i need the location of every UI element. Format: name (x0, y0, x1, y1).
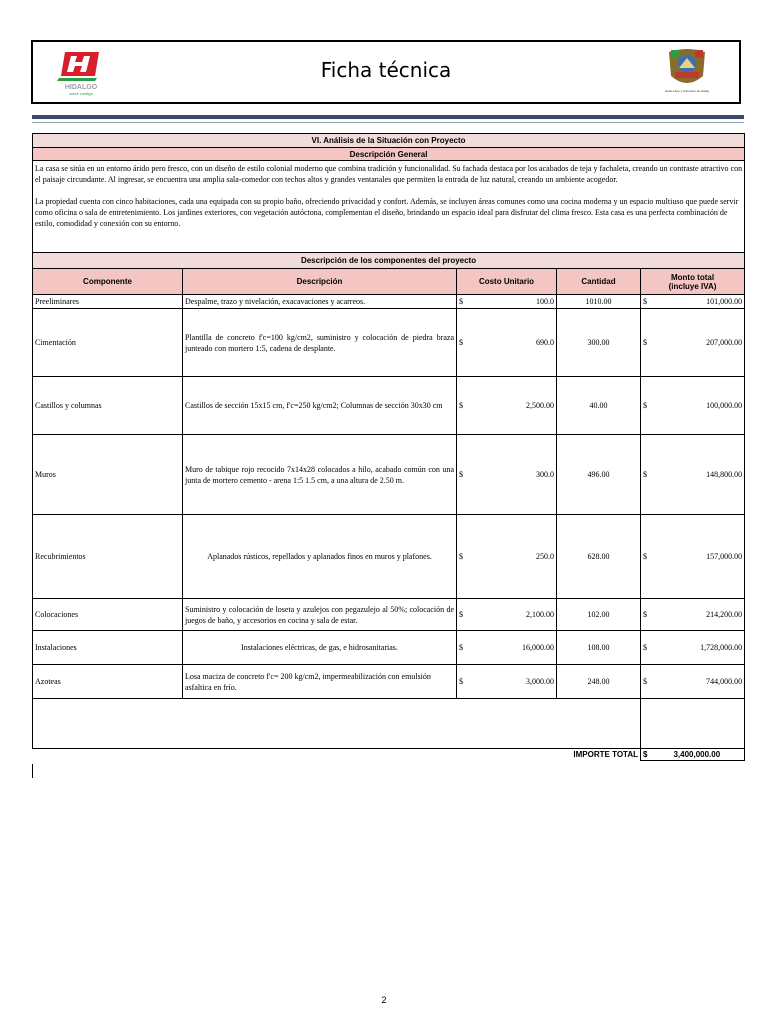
table-row (33, 309, 745, 377)
row-descripcion: Aplanados rústicos, repellados y aplanados finos en muros y plafones. (183, 515, 457, 599)
row-cantidad: 108.00 (557, 631, 641, 665)
general-description (33, 161, 745, 253)
row-costo: $ 3,000.00 (457, 665, 557, 699)
row-costo: $ 300.0 (457, 435, 557, 515)
page-number: 2 (381, 995, 387, 1005)
row-costo: $ 690.0 (457, 309, 557, 377)
header-monto-total: Monto total (incluye IVA) (641, 269, 745, 295)
empty-cell (641, 699, 745, 749)
row-costo: $ 100.0 (457, 295, 557, 309)
svg-text:Estado Libre y Soberano de Hid: Estado Libre y Soberano de Hidalgo (665, 89, 709, 93)
table-row (33, 435, 745, 515)
header-descripcion: Descripción (183, 269, 457, 295)
page-title: Ficha técnica (320, 58, 452, 82)
header-cantidad: Cantidad (557, 269, 641, 295)
row-costo: $ 2,100.00 (457, 599, 557, 631)
svg-text:HIDALGO: HIDALGO (64, 84, 98, 91)
row-componente: Cimentación (33, 309, 183, 377)
header-costo-unitario: Costo Unitario (457, 269, 557, 295)
empty-row (33, 699, 745, 749)
row-monto: $ 744,000.00 (641, 665, 745, 699)
table-row (33, 515, 745, 599)
row-cantidad: 628.00 (557, 515, 641, 599)
row-cantidad: 40.00 (557, 377, 641, 435)
description-paragraph-1: La casa se sitúa en un entorno árido pero fresco, con un diseño de estilo colonial moderno que combina tradición y funcionalidad. Su fachada destaca por los acabados de teja y fachaleta, creando un contraste atractivo con el paisaje circundante. Al ingresar, se encuentra una amplia sala-comedor con techos altos y grandes ventanales que permiten la entrada de luz natural, creando un ambiente acogedor. (35, 164, 743, 184)
row-costo: $ 2,500.00 (457, 377, 557, 435)
header-rule-thin (32, 122, 744, 123)
general-description-heading: Descripción General (33, 148, 745, 161)
row-monto: $ 100,000.00 (641, 377, 745, 435)
row-descripcion: Instalaciones eléctricas, de gas, e hidrosanitarias. (183, 631, 457, 665)
row-descripcion: Castillos de sección 15x15 cm, f'c=250 kg/cm2; Columnas de sección 30x30 cm (183, 377, 457, 435)
row-monto: $ 207,000.00 (641, 309, 745, 377)
description-paragraph-2: La propiedad cuenta con cinco habitaciones, cada una equipada con su propio baño, ofreciendo privacidad y confort. Además, se incluyen áreas comunes como una cocina moderna y un espacio multiuso que puede servir como oficina o sala de entretenimiento. Los jardines exteriores, con vegetación autóctona, complementan el diseño, brindando un espacio ideal para disfrutar del clima fresco. Esta casa es una perfecta combinación de estilo, comodidad y conexión con su entorno. (35, 197, 739, 228)
row-componente: Muros (33, 435, 183, 515)
svg-text:crece contigo: crece contigo (69, 91, 93, 96)
row-costo: $ 16,000.00 (457, 631, 557, 665)
table-row (33, 599, 745, 631)
row-componente: Azoteas (33, 665, 183, 699)
row-monto: $ 101,000.00 (641, 295, 745, 309)
row-cantidad: 248.00 (557, 665, 641, 699)
empty-cell (33, 699, 641, 749)
total-label: IMPORTE TOTAL (33, 749, 641, 761)
row-componente: Instalaciones (33, 631, 183, 665)
row-componente: Preeliminares (33, 295, 183, 309)
document-header (31, 40, 741, 104)
row-componente: Castillos y columnas (33, 377, 183, 435)
row-monto: $ 157,000.00 (641, 515, 745, 599)
total-row (33, 749, 745, 761)
total-value: $ 3,400,000.00 (641, 749, 745, 761)
row-monto: $ 1,728,000.00 (641, 631, 745, 665)
row-componente: Colocaciones (33, 599, 183, 631)
table-row (33, 377, 745, 435)
row-cantidad: 102.00 (557, 599, 641, 631)
section-title: VI. Análisis de la Situación con Proyecto (33, 134, 745, 148)
header-componente: Componente (33, 269, 183, 295)
row-descripcion: Muro de tabique rojo recocido 7x14x28 colocados a hilo, acabado común con una junta de mortero cemento - arena 1:5 1.5 cm, a una altura de 2.50 m. (183, 435, 457, 515)
row-costo: $ 250.0 (457, 515, 557, 599)
row-descripcion: Losa maciza de concreto f'c= 200 kg/cm2, impermeabilización con emulsión asfaltica en frío. (183, 665, 457, 699)
row-cantidad: 300.00 (557, 309, 641, 377)
state-seal (665, 46, 709, 100)
row-monto: $ 148,800.00 (641, 435, 745, 515)
row-descripcion: Despalme, trazo y nivelación, exacavaciones y acarreos. (183, 295, 457, 309)
header-rule (32, 115, 744, 119)
table-row (33, 295, 745, 309)
row-descripcion: Plantilla de concreto f'c=100 kg/cm2, suministro y colocación de piedra braza junteado con mortero 1:5, cadena de desplante. (183, 309, 457, 377)
table-edge-line (32, 764, 33, 778)
row-componente: Recubrimientos (33, 515, 183, 599)
row-descripcion: Suministro y colocación de loseta y azulejos con pegazulejo al 50%; colocación de juegos de baño, y accesorios en cocina y sala de estar. (183, 599, 457, 631)
project-analysis-table (32, 133, 745, 761)
row-cantidad: 1010.00 (557, 295, 641, 309)
components-heading: Descripción de los componentes del proyecto (33, 253, 745, 269)
table-row (33, 665, 745, 699)
row-monto: $ 214,200.00 (641, 599, 745, 631)
row-cantidad: 496.00 (557, 435, 641, 515)
table-row (33, 631, 745, 665)
